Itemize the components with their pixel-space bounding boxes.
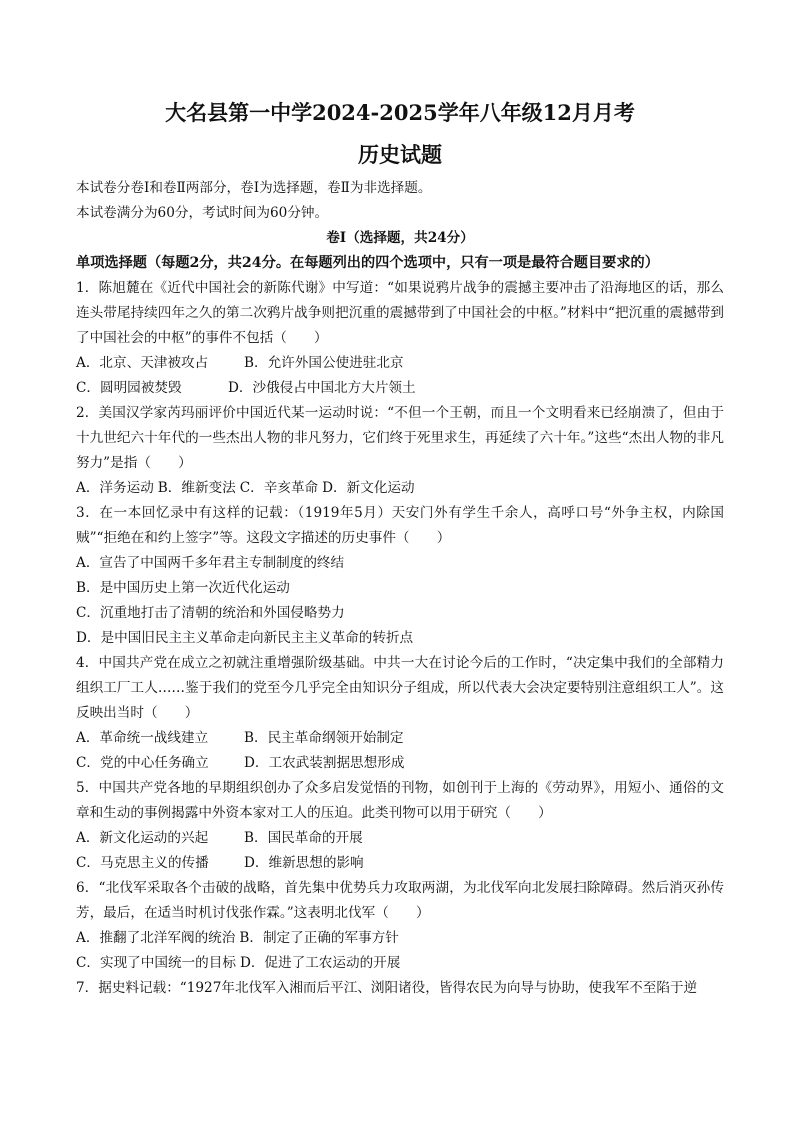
options-row — [76, 851, 724, 876]
option-b[interactable]: B．民主革命纲领开始制定 — [244, 730, 404, 746]
option-a[interactable]: A．宣告了中国两千多年君主专制制度的终结 — [76, 555, 345, 571]
option-a[interactable]: A．推翻了北洋军阀的统治 — [76, 930, 236, 946]
intro-line: 本试卷分卷Ⅰ和卷Ⅱ两部分，卷Ⅰ为选择题，卷Ⅱ为非选择题。 — [76, 180, 432, 196]
options-row — [76, 951, 724, 976]
option-d[interactable]: D．维新思想的影响 — [244, 855, 364, 871]
question-4 — [76, 651, 724, 776]
option-d[interactable]: D．是中国旧民主主义革命走向新民主主义革命的转折点 — [76, 630, 414, 646]
options-row — [76, 476, 724, 501]
exam-subtitle: 历史试题 — [358, 142, 442, 167]
option-c[interactable]: C．辛亥革命 — [239, 480, 319, 496]
options-row — [76, 751, 724, 776]
exam-title: 大名县第一中学2024-2025学年八年级12月月考 — [165, 100, 635, 125]
section-instruction: 单项选择题（每题2分，共24分。在每题列出的四个选项中，只有一项是最符合题目要求的） — [76, 255, 659, 271]
option-c[interactable]: C．沉重地打击了清朝的统治和外国侵略势力 — [76, 605, 345, 621]
question-6 — [76, 876, 724, 976]
option-d[interactable]: D．新文化运动 — [322, 480, 415, 496]
option-a[interactable]: A．洋务运动 — [76, 480, 154, 496]
options-row — [76, 726, 724, 751]
question-7 — [76, 976, 724, 1001]
section-title: 卷Ⅰ（选择题，共24分） — [326, 230, 474, 246]
question-stem: 4．中国共产党在成立之初就注重增强阶级基础。中共一大在讨论今后的工作时，“决定集中我们的全部精力组织工厂工人……鉴于我们的党至今几乎完全由知识分子组成，所以代表大会决定要特别注意组织工人”。这反映出当时（ ） — [76, 655, 724, 721]
question-2 — [76, 401, 724, 501]
option-a[interactable]: A．北京、天津被攻占 — [76, 355, 209, 371]
option-b[interactable]: B．允许外国公使进驻北京 — [244, 355, 404, 371]
question-stem: 7．据史料记载：“1927年北伐军入湘而后平江、浏阳诸役，皆得农民为向导与协助，使我军不至陷于逆 — [76, 980, 698, 996]
option-d[interactable]: D．沙俄侵占中国北方大片领土 — [228, 380, 416, 396]
option-c[interactable]: C．圆明园被焚毁 — [76, 380, 182, 396]
option-a[interactable]: A．革命统一战线建立 — [76, 730, 209, 746]
question-stem: 2．美国汉学家芮玛丽评价中国近代某一运动时说：“不但一个王朝，而且一个文明看来已经崩溃了，但由于十九世纪六十年代的一些杰出人物的非凡努力，它们终于死里求生，再延续了六十年。”这些“杰出人物的非凡努力”是指（ ） — [76, 405, 724, 471]
options-row — [76, 826, 724, 851]
question-3 — [76, 501, 724, 651]
option-b[interactable]: B．维新变法 — [157, 480, 236, 496]
options-row — [76, 926, 724, 951]
exam-page — [76, 98, 724, 1001]
option-a[interactable]: A．新文化运动的兴起 — [76, 830, 209, 846]
option-c[interactable]: C．党的中心任务确立 — [76, 755, 209, 771]
option-b[interactable]: B．是中国历史上第一次近代化运动 — [76, 580, 290, 596]
option-c[interactable]: C．马克思主义的传播 — [76, 855, 209, 871]
option-d[interactable]: D．促进了工农运动的开展 — [239, 955, 401, 971]
option-d[interactable]: D．工农武装割据思想形成 — [244, 755, 405, 771]
question-5 — [76, 776, 724, 876]
question-stem: 6．“北伐军采取各个击破的战略，首先集中优势兵力攻取两湖，为北伐军向北发展扫除障碍。然后消灭孙传芳，最后，在适当时机讨伐张作霖。”这表明北伐军（ ） — [76, 880, 724, 921]
intro-line: 本试卷满分为60分，考试时间为60分钟。 — [76, 205, 329, 221]
question-stem: 1．陈旭麓在《近代中国社会的新陈代谢》中写道：“如果说鸦片战争的震撼主要冲击了沿海地区的话，那么连头带尾持续四年之久的第二次鸦片战争则把沉重的震撼带到了中国社会的中枢。”材料中“把沉重的震撼带到了中国社会的中枢”的事件不包括（ ） — [76, 280, 724, 346]
option-b[interactable]: B．国民革命的开展 — [244, 830, 363, 846]
question-stem: 3．在一本回忆录中有这样的记载：（1919年5月）天安门外有学生千余人，高呼口号“外争主权，内除国贼”“拒绝在和约上签字”等。这段文字描述的历史事件（ ） — [76, 505, 724, 546]
question-stem: 5．中国共产党各地的早期组织创办了众多启发觉悟的刊物，如创刊于上海的《劳动界》，用短小、通俗的文章和生动的事例揭露中外资本家对工人的压迫。此类刊物可以用于研究（ ） — [76, 780, 724, 821]
option-b[interactable]: B．制定了正确的军事方针 — [239, 930, 399, 946]
options-row — [76, 376, 724, 401]
options-row — [76, 351, 724, 376]
option-c[interactable]: C．实现了中国统一的目标 — [76, 955, 236, 971]
question-1 — [76, 276, 724, 401]
